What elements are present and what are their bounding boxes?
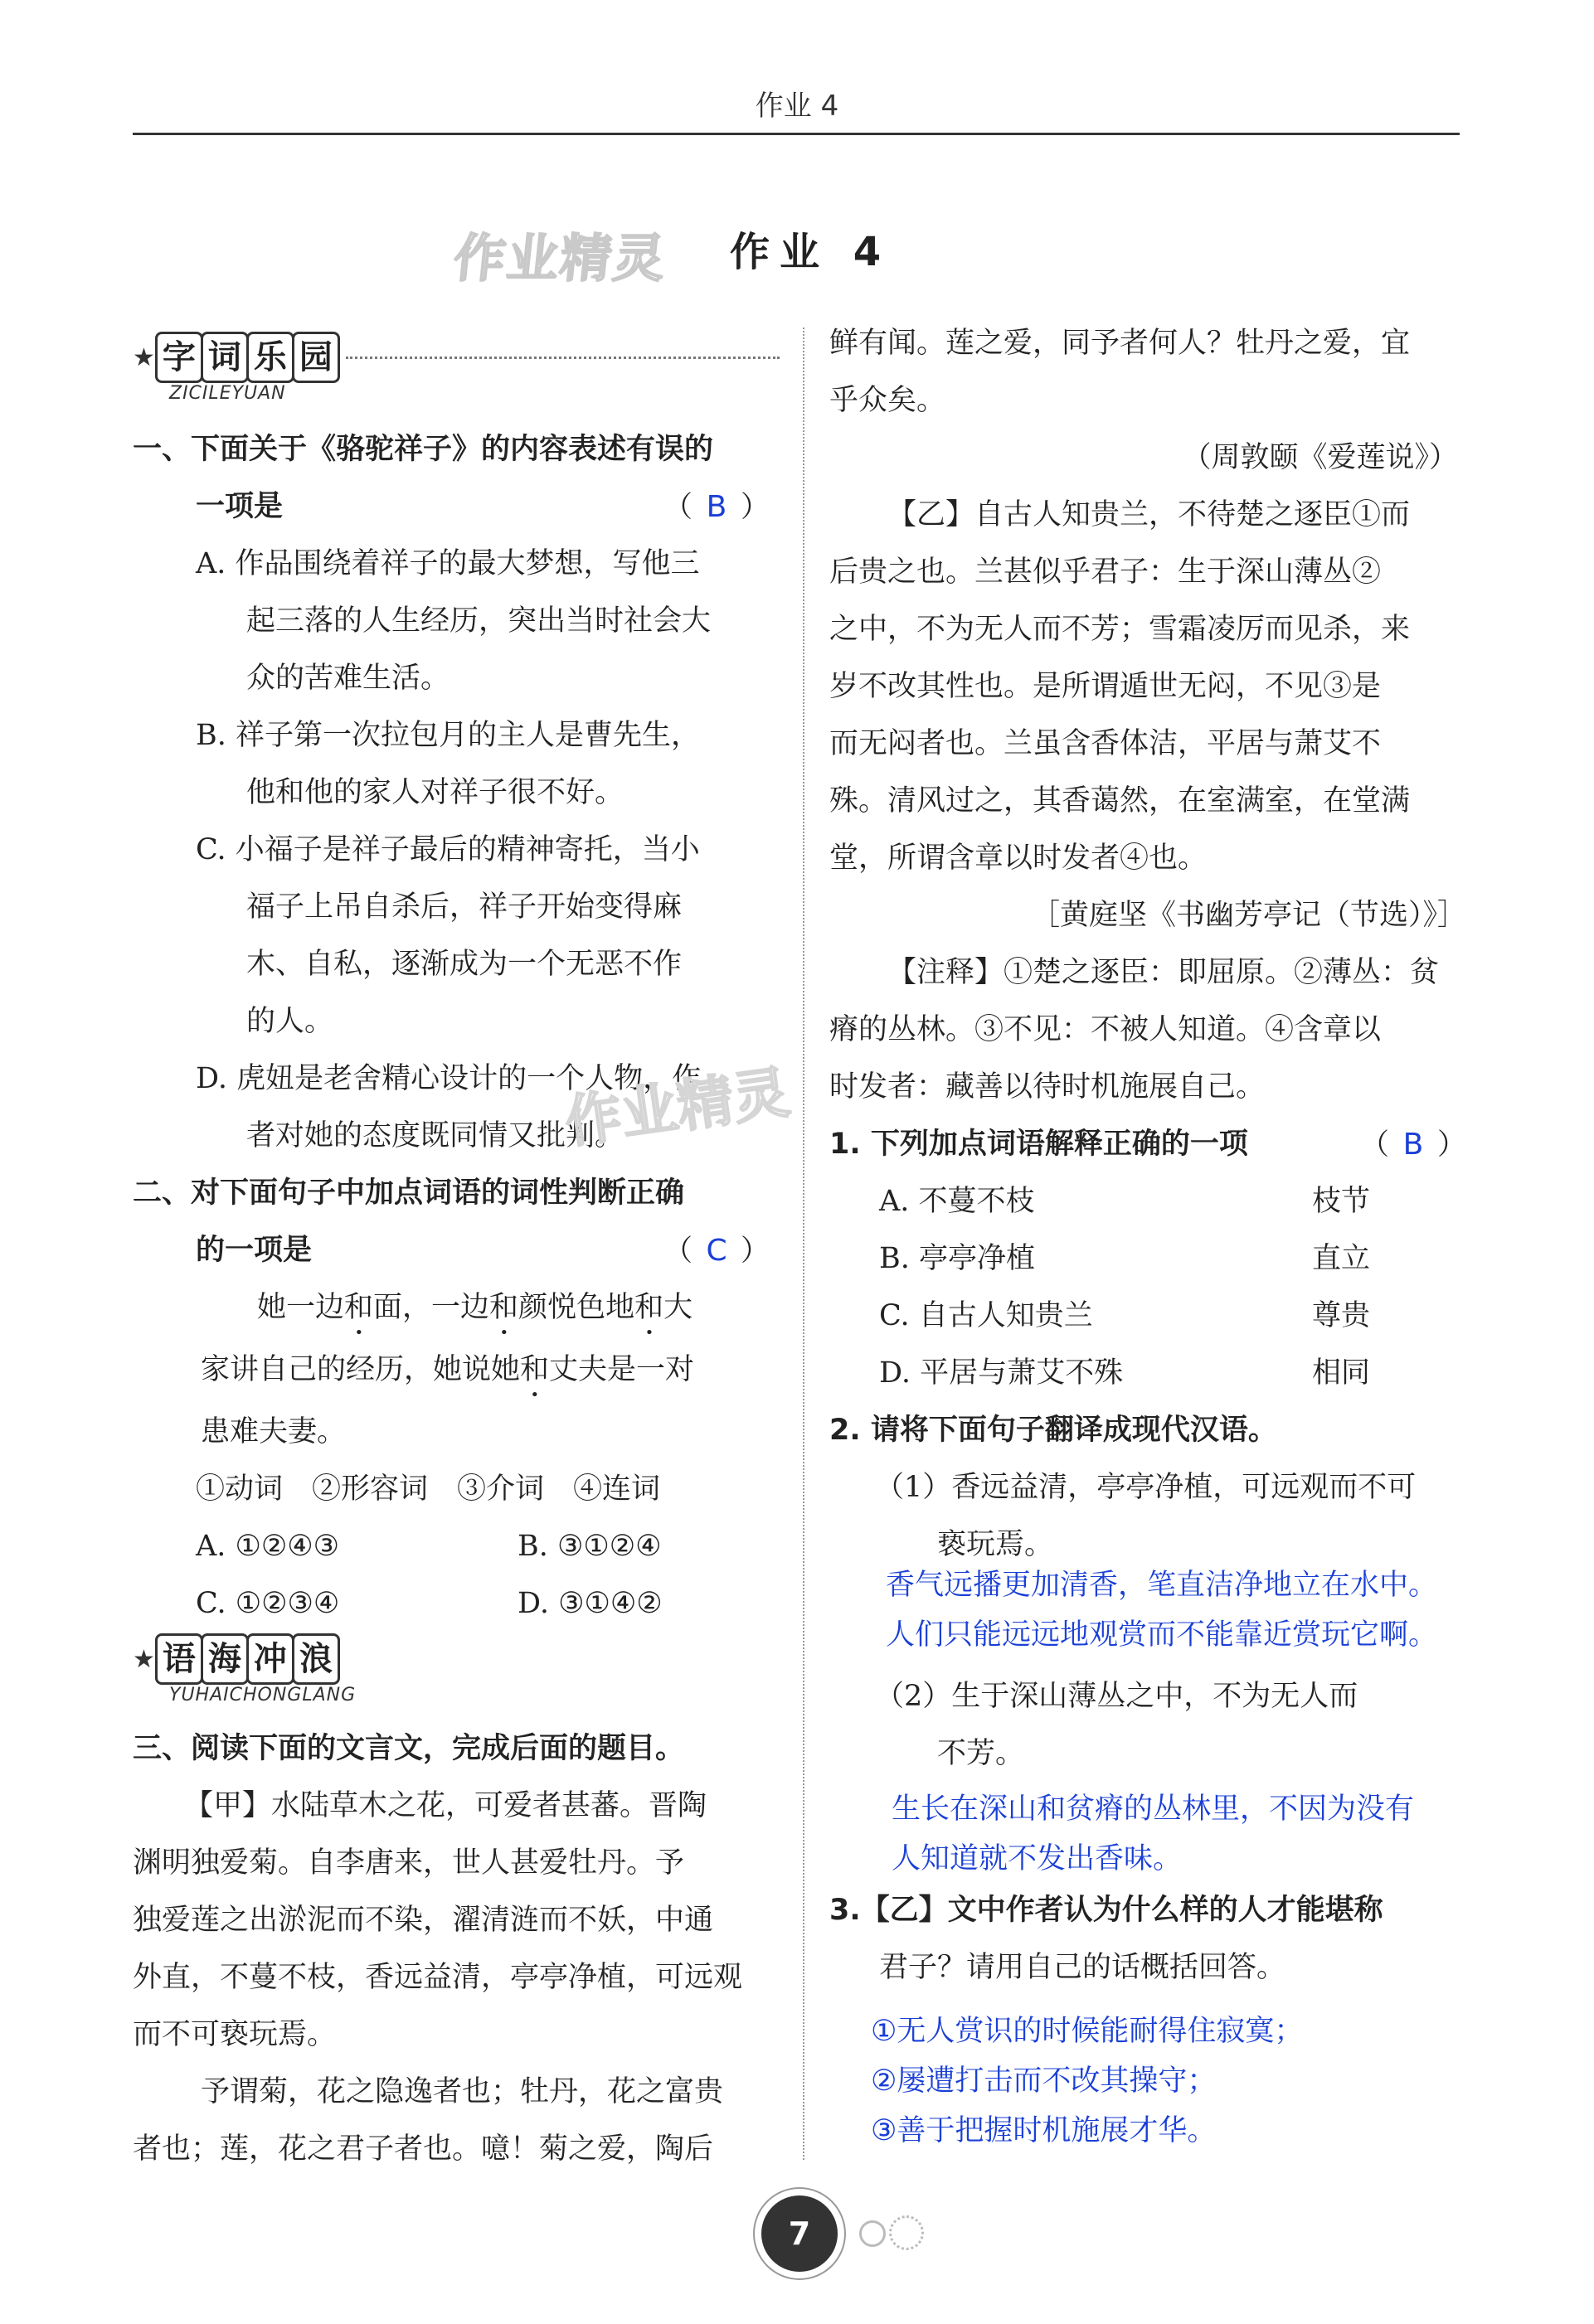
sub2-sentence-1: （1）香远益清，亭亭净植，可远观而不可 <box>875 1471 1417 1504</box>
handwritten-answer: 人们只能远远地观赏而不能靠近赏玩它啊。 <box>886 1618 1438 1652</box>
question-3 <box>133 1720 788 2178</box>
sub2-sentence-2-cont: 不芳。 <box>937 1737 1025 1770</box>
banner-tile: 乐 <box>246 332 294 383</box>
q1-stem-cont: 一项是 <box>196 490 284 523</box>
q1-option-b: B. 祥子第一次拉包月的主人是曹先生， <box>196 719 700 752</box>
decorative-circle-icon <box>889 2215 924 2250</box>
q1-option-a: A. 作品围绕着祥子的最大梦想，写他三 <box>196 547 700 580</box>
running-header: 作业 4 <box>755 90 839 123</box>
banner-tile: 语 <box>155 1633 203 1685</box>
q1-option-d: D. 虎妞是老舍精心设计的一个人物，作 <box>196 1062 702 1095</box>
sub1-meaning-a: 枝节 <box>1312 1185 1371 1218</box>
q1-option-c: C. 小福子是祥子最后的精神寄托，当小 <box>196 833 700 866</box>
sub1-meaning-c: 尊贵 <box>1312 1299 1371 1332</box>
q1-option-a-line: 起三落的人生经历，突出当时社会大 <box>246 604 712 638</box>
q2-option-b: B. ③①②④ <box>518 1530 662 1563</box>
q2-option-c: C. ①②③④ <box>196 1587 340 1620</box>
q2-stem: 二、对下面句子中加点词语的词性判断正确 <box>133 1177 685 1210</box>
sub1-option-a: A. 不蔓不枝 <box>879 1185 1035 1218</box>
page-number: 7 <box>761 2195 838 2272</box>
handwritten-answer: 生长在深山和贫瘠的丛林里，不因为没有 <box>892 1793 1415 1826</box>
q1-option-d-line: 者对她的态度既同情又批判。 <box>246 1119 624 1152</box>
handwritten-answer: ①无人赏识的时候能耐得住寂寞； <box>871 2015 1304 2048</box>
sub1-option-c: C. 自古人知贵兰 <box>879 1299 1093 1332</box>
sub1-option-d: D. 平居与萧艾不殊 <box>879 1356 1124 1390</box>
banner-tile: 浪 <box>292 1633 340 1685</box>
passage-yi-line: 而无闷者也。兰虽含香体洁，平居与萧艾不 <box>829 727 1382 760</box>
notes-line: 瘠的丛林。③不见：不被人知道。④含章以 <box>829 1013 1382 1046</box>
header-rule <box>133 133 1460 135</box>
banner-pinyin: YUHAICHONGLANG <box>169 1685 357 1705</box>
banner-tile: 冲 <box>246 1633 294 1685</box>
sub3 <box>829 1882 1468 1997</box>
sub2-part-2 <box>829 1668 1468 1783</box>
passage-yi-line: 殊。清风过之，其香蔼然，在室满室，在堂满 <box>829 784 1411 818</box>
q2-choices: ①动词 ②形容词 ③介词 ④连词 <box>196 1473 661 1506</box>
passage-jia-line: 而不可亵玩焉。 <box>133 2018 337 2051</box>
q2-sentence-line: 患难夫妻。 <box>201 1415 347 1448</box>
banner-tile: 词 <box>201 332 249 383</box>
passage-jia-source: （周敦颐《爱莲说》） <box>1182 441 1458 474</box>
sub2-stem: 2. 请将下面句子翻译成现代汉语。 <box>829 1414 1277 1447</box>
watermark-logo: 作业精灵 <box>450 228 670 289</box>
passage-yi-source: ［黄庭坚《书幽芳亭记（节选）》］ <box>1030 899 1466 932</box>
banner-pinyin: ZICILEYUAN <box>169 383 286 404</box>
decorative-circle-icon <box>859 2220 886 2247</box>
sub2-sentence-1-cont: 亵玩焉。 <box>937 1528 1054 1561</box>
passage-jia-line: 予谓菊，花之隐逸者也；牡丹，花之富贵 <box>201 2075 724 2108</box>
column-divider <box>803 327 804 2160</box>
sub1-meaning-b: 直立 <box>1312 1242 1371 1275</box>
handwritten-answer: ③善于把握时机施展才华。 <box>871 2114 1217 2147</box>
passage-jia-line: 独爱莲之出淤泥而不染，濯清涟而不妖，中通 <box>133 1904 714 1937</box>
passage-yi-line: 岁不改其性也。是所谓遁世无闷，不见③是 <box>829 670 1382 703</box>
q1-answer: B <box>706 490 727 524</box>
q1-answer-paren: （ B ） <box>663 478 770 536</box>
question-2 <box>133 1165 788 1633</box>
q1-stem: 一、下面关于《骆驼祥子》的内容表述有误的 <box>133 433 714 466</box>
passage-yi-line: 堂，所谓含章以时发者④也。 <box>829 842 1208 875</box>
sub1-meaning-d: 相同 <box>1312 1356 1371 1390</box>
banner-tile: 园 <box>292 332 340 383</box>
handwritten-answer: 香气远播更加清香，笔直洁净地立在水中。 <box>886 1569 1438 1602</box>
passage-jia-line: 外直，不蔓不枝，香远益清，亭亭净植，可远观 <box>133 1961 743 1994</box>
banner-tile: 海 <box>201 1633 249 1685</box>
notes-line: 时发者：藏善以待时机施展自己。 <box>829 1070 1266 1104</box>
sub3-answers <box>871 2006 1303 2156</box>
section-banner-yuhaichonglang <box>133 1633 780 1705</box>
sub3-stem-cont: 君子？请用自己的话概括回答。 <box>879 1951 1286 1984</box>
passage-jia-line: 【甲】水陆草木之花，可爱者甚蕃。晋陶 <box>184 1789 707 1822</box>
sub1-answer: B <box>1402 1128 1424 1162</box>
sub1-option-b: B. 亭亭净植 <box>879 1242 1035 1275</box>
q2-sentence-line: 家讲自己的经历，她说她和丈夫是一对 <box>201 1353 695 1386</box>
q1-option-b-line: 他和他的家人对祥子很不好。 <box>246 776 624 809</box>
star-icon: ★ <box>133 1644 155 1674</box>
sub3-stem: 3.【乙】文中作者认为什么样的人才能堪称 <box>829 1894 1383 1927</box>
passage-jia-line: 鲜有闻。莲之爱，同予者何人？牡丹之爱，宜 <box>829 327 1411 360</box>
passage-continued <box>829 315 1468 1574</box>
q2-stem-cont: 的一项是 <box>196 1234 313 1267</box>
q1-option-c-line: 木、自私，逐渐成为一个无恶不作 <box>246 948 683 981</box>
q3-stem: 三、阅读下面的文言文，完成后面的题目。 <box>133 1732 685 1765</box>
section-banner-ziciluyuan <box>133 332 780 404</box>
passage-jia-line: 乎众矣。 <box>829 384 946 417</box>
passage-jia-line: 渊明独爱菊。自李唐来，世人甚爱牡丹。予 <box>133 1846 685 1880</box>
passage-jia-line: 者也；莲，花之君子者也。噫！菊之爱，陶后 <box>133 2132 714 2166</box>
q2-answer-paren: （ C ） <box>663 1222 770 1280</box>
q1-option-a-line: 众的苦难生活。 <box>246 662 450 695</box>
sub2-sentence-2: （2）生于深山薄丛之中，不为无人而 <box>875 1680 1358 1713</box>
sub2-answer-2 <box>892 1784 1414 1884</box>
banner-dotted-line <box>346 357 780 359</box>
q2-sentence: 她一边和面，一边和颜悦色地和大 <box>257 1291 693 1324</box>
banner-tile: 字 <box>155 332 203 383</box>
passage-yi-line: 之中，不为无人而不芳；雪霜凌厉而见杀，来 <box>829 613 1411 646</box>
handwritten-answer: ②屡遭打击而不改其操守； <box>871 2064 1217 2098</box>
page-title: 作业 4 <box>730 229 892 275</box>
passage-yi-line: 后贵之也。兰甚似乎君子：生于深山薄丛② <box>829 556 1382 589</box>
watermark-faint: 作业精灵 <box>561 1060 795 1157</box>
sub2-answer-1 <box>886 1560 1437 1660</box>
question-1 <box>133 421 788 1165</box>
handwritten-answer: 人知道就不发出香味。 <box>892 1842 1183 1875</box>
q2-answer: C <box>706 1234 727 1268</box>
notes-line: 【注释】①楚之逐臣：即屈原。②薄丛：贫 <box>887 956 1440 989</box>
star-icon: ★ <box>133 342 155 372</box>
q2-option-d: D. ③①④② <box>518 1587 663 1620</box>
passage-yi-line: 【乙】自古人知贵兰，不待楚之逐臣①而 <box>887 498 1411 531</box>
sub1-stem: 1. 下列加点词语解释正确的一项 <box>829 1128 1248 1161</box>
q1-option-c-line: 福子上吊自杀后，祥子开始变得麻 <box>246 890 683 924</box>
q2-option-a: A. ①②④③ <box>196 1530 340 1563</box>
sub1-answer-paren: （ B ） <box>1360 1116 1466 1174</box>
q1-option-c-line: 的人。 <box>246 1005 334 1038</box>
